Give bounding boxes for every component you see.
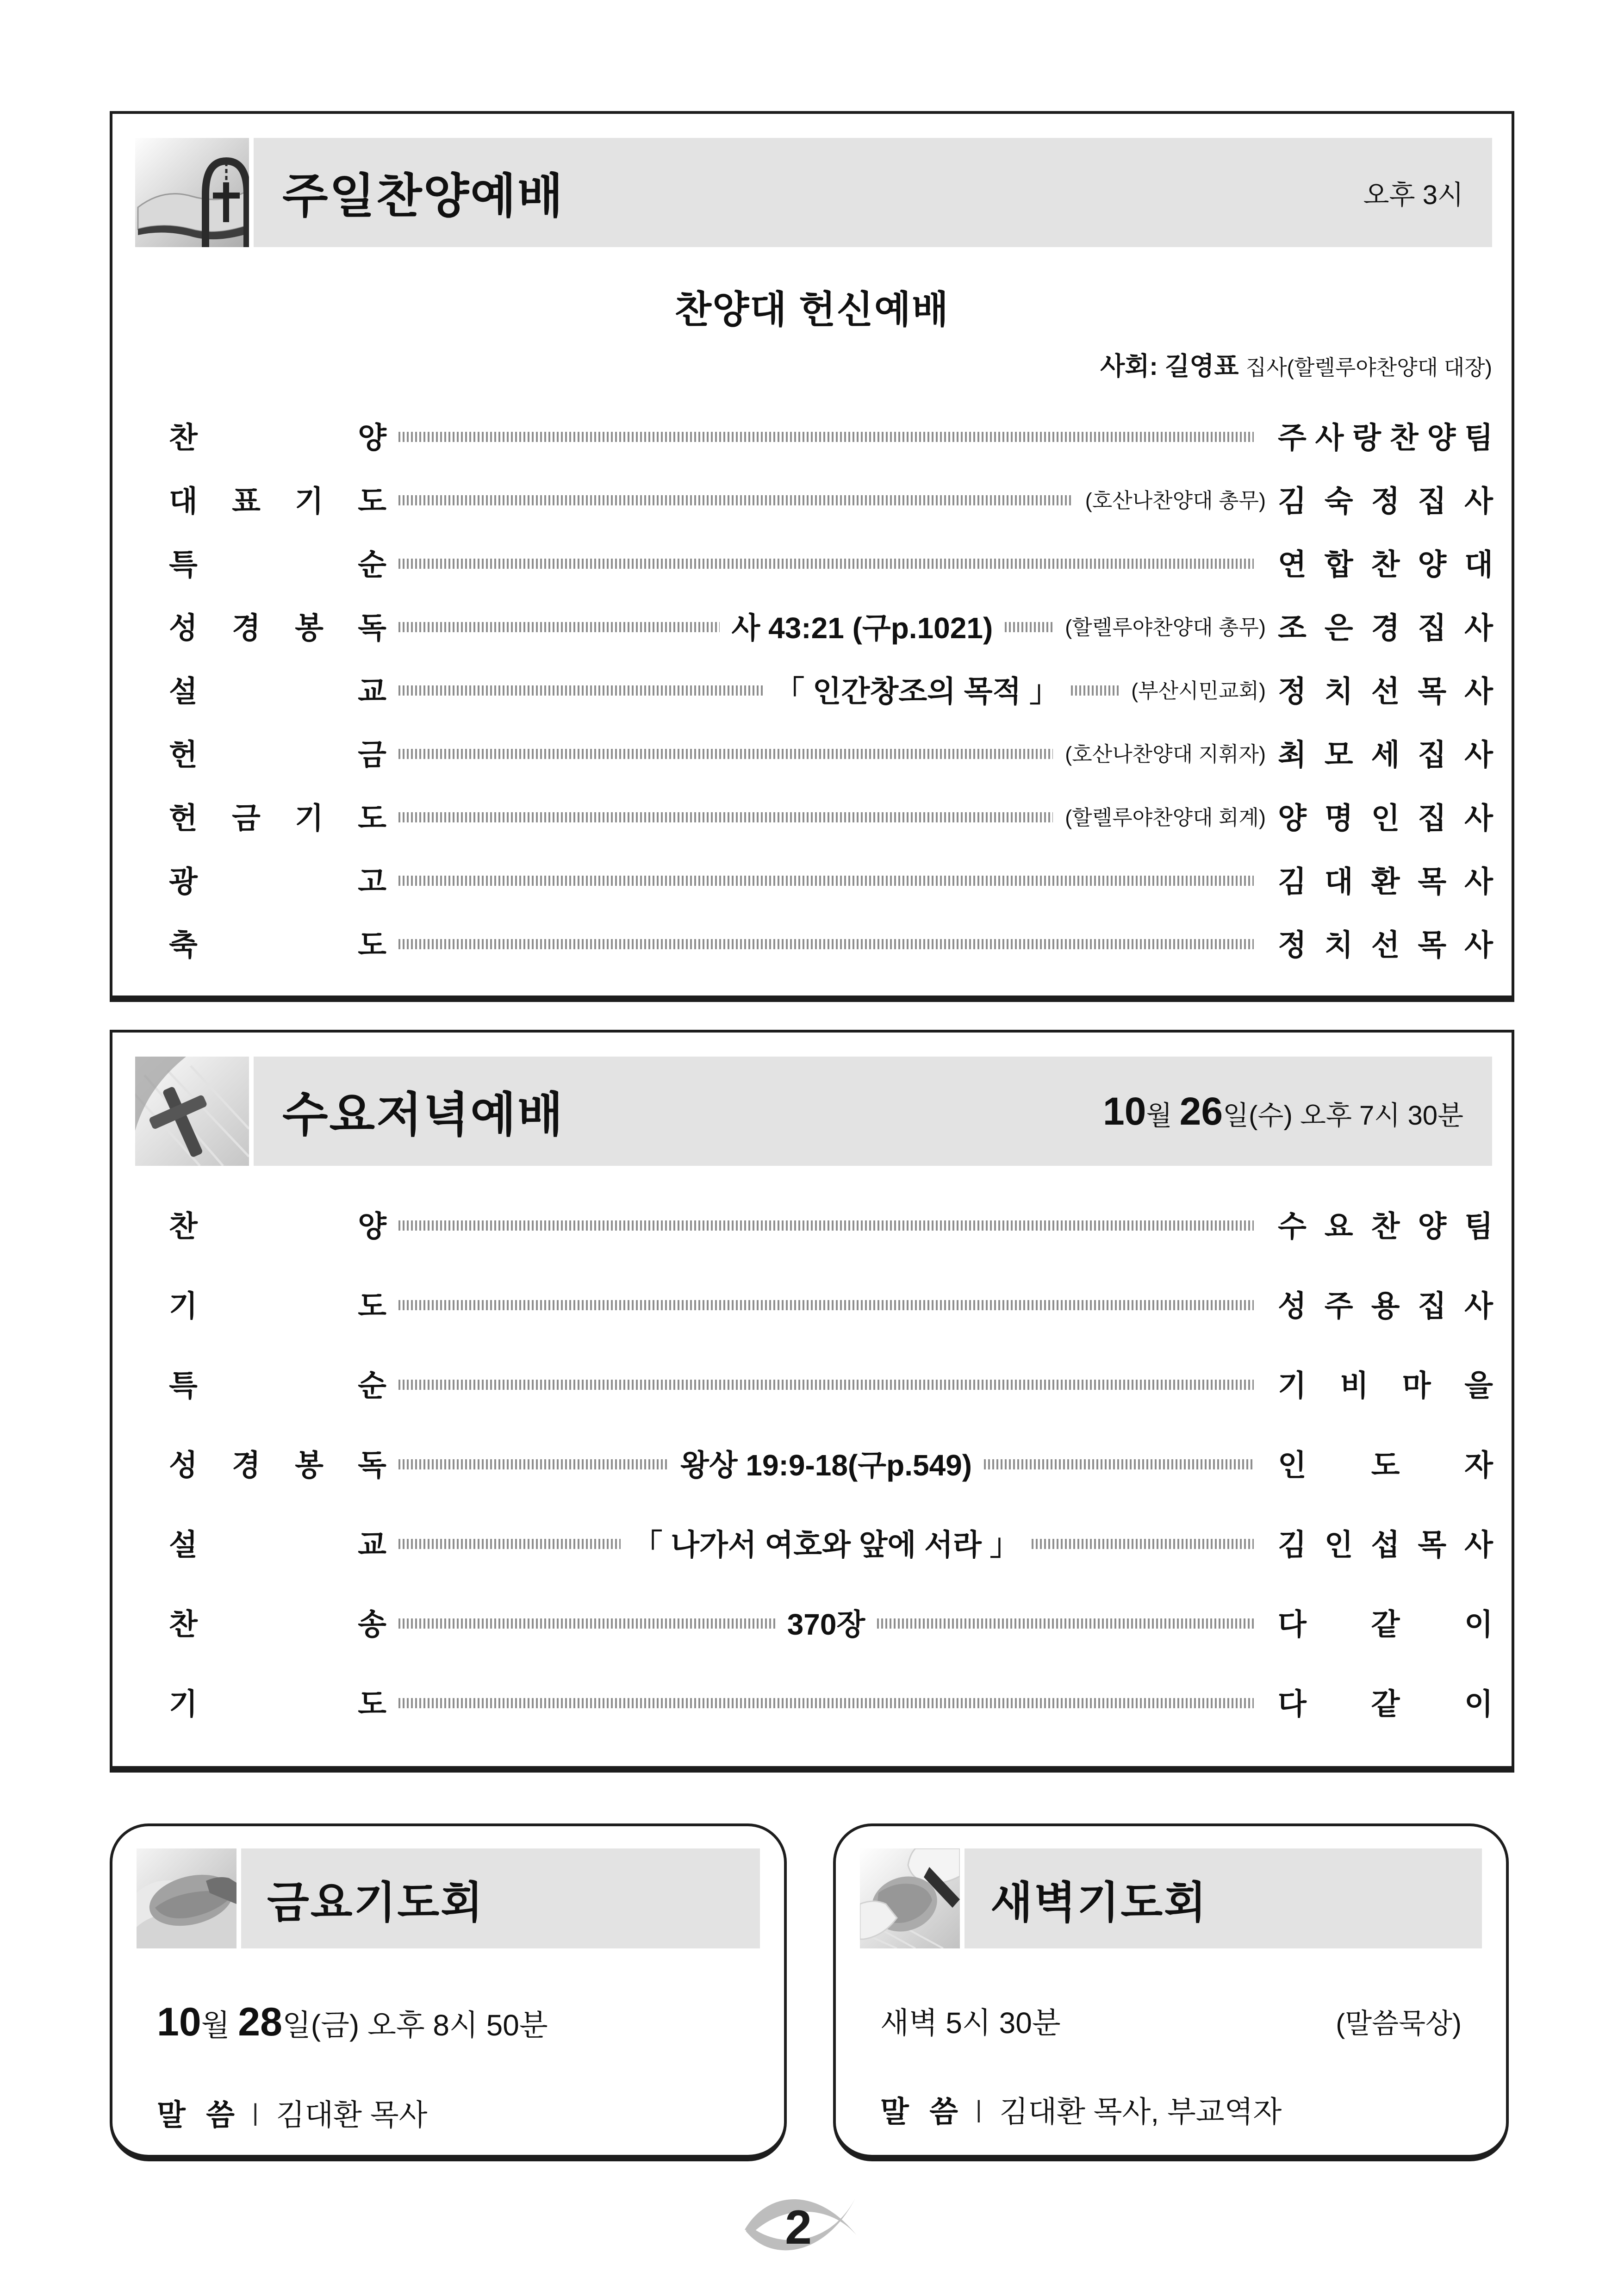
program-row bbox=[169, 1344, 1493, 1423]
program-item-detail: 「 나가서 여호와 앞에 서라 」 bbox=[633, 1528, 1020, 1562]
time-segment: 26 bbox=[1179, 1089, 1223, 1133]
dotted-leader bbox=[984, 1459, 1254, 1469]
section-time bbox=[1363, 173, 1463, 212]
dotted-leader bbox=[398, 1380, 1254, 1390]
program-row bbox=[169, 1184, 1493, 1264]
section-title: 주일찬양예배 bbox=[282, 170, 565, 223]
program-row bbox=[169, 911, 1493, 974]
dotted-leader bbox=[398, 1618, 775, 1629]
separator-bar: | bbox=[976, 2096, 982, 2123]
program-row bbox=[169, 404, 1493, 467]
mc-name: 사회: 길영표 bbox=[1100, 352, 1246, 380]
program-item-label: 성 경 봉 독 bbox=[169, 611, 386, 645]
hands-on-bible-photo bbox=[137, 1848, 236, 1948]
program-item-label: 기 도 bbox=[169, 1687, 386, 1721]
dotted-leader bbox=[398, 812, 1053, 822]
program-row bbox=[169, 1423, 1493, 1503]
section-header-bar bbox=[965, 1848, 1482, 1948]
program-item-person: 최 모 세 집 사 bbox=[1278, 738, 1493, 772]
speaker-label: 말 씀 bbox=[880, 2095, 958, 2128]
section-header-bar bbox=[254, 1057, 1492, 1166]
clasped-hands-photo bbox=[860, 1848, 960, 1948]
section-header-bar bbox=[241, 1848, 760, 1948]
dotted-leader bbox=[398, 1459, 668, 1469]
program-item-person: 수 요 찬 양 팀 bbox=[1278, 1210, 1493, 1243]
program-row bbox=[169, 721, 1493, 784]
speaker-line bbox=[836, 2088, 1506, 2131]
section-header bbox=[135, 1057, 1492, 1166]
program-item-person: 양 명 인 집 사 bbox=[1278, 801, 1493, 835]
bible-and-cross-photo bbox=[135, 138, 249, 247]
cross-on-fabric-photo bbox=[135, 1057, 249, 1166]
program-item-detail: 사 43:21 (구p.1021) bbox=[731, 611, 993, 645]
program-row bbox=[169, 1582, 1493, 1662]
time-segment: 28 bbox=[238, 2000, 282, 2044]
time-segment: 10 bbox=[1103, 1089, 1146, 1133]
dotted-leader bbox=[1071, 685, 1119, 696]
dotted-leader bbox=[398, 939, 1254, 949]
time-segment: 오후 3시 bbox=[1363, 180, 1463, 210]
clasped-hands-illustration bbox=[860, 1848, 960, 1948]
program-item-person: 다 같 이 bbox=[1278, 1608, 1493, 1641]
time-segment: 10 bbox=[157, 2000, 201, 2044]
speaker-label: 말 씀 bbox=[157, 2098, 235, 2132]
section-dawn-prayer-meeting bbox=[833, 1823, 1509, 2161]
program-item-label: 설 교 bbox=[169, 1528, 386, 1562]
program-row bbox=[169, 847, 1493, 911]
dotted-leader bbox=[877, 1618, 1254, 1629]
hands-on-bible-illustration bbox=[137, 1848, 236, 1948]
time-segment: 일(금) 오후 8시 50분 bbox=[282, 2009, 548, 2042]
section-title: 수요저녁예배 bbox=[282, 1089, 565, 1141]
program-item-label: 설 교 bbox=[169, 674, 386, 708]
program-item-note: (호산나찬양대 지휘자) bbox=[1065, 742, 1266, 766]
dotted-leader bbox=[398, 432, 1254, 442]
program-item-label: 헌 금 기 도 bbox=[169, 801, 386, 835]
program-row bbox=[169, 1503, 1493, 1582]
program-item-label: 특 순 bbox=[169, 548, 386, 581]
section-title: 새벽기도회 bbox=[990, 1878, 1208, 1927]
bible-and-cross-illustration bbox=[135, 138, 249, 247]
separator-bar: | bbox=[252, 2099, 259, 2126]
program-list bbox=[112, 1184, 1512, 1742]
program-item-label: 특 순 bbox=[169, 1369, 386, 1402]
program-item-person: 김 인 섭 목 사 bbox=[1278, 1528, 1493, 1562]
fish-icon bbox=[737, 2178, 881, 2275]
program-item-note: (할렐루야찬양대 총무) bbox=[1065, 616, 1266, 639]
program-item-label: 광 고 bbox=[169, 865, 386, 898]
program-item-label: 헌 금 bbox=[169, 738, 386, 772]
program-item-person: 김 대 환 목 사 bbox=[1278, 865, 1493, 898]
dotted-leader bbox=[398, 559, 1254, 569]
program-item-label: 찬 양 bbox=[169, 1210, 386, 1243]
program-item-label: 기 도 bbox=[169, 1289, 386, 1323]
speaker-line bbox=[112, 2091, 784, 2134]
program-item-person: 인 도 자 bbox=[1278, 1449, 1493, 1482]
section-wednesday-evening-worship bbox=[110, 1030, 1514, 1773]
program-item-note: (할렐루야찬양대 회계) bbox=[1065, 806, 1266, 829]
section-header bbox=[137, 1848, 760, 1948]
program-row bbox=[169, 784, 1493, 847]
dotted-leader bbox=[398, 1539, 621, 1549]
program-item-detail: 370장 bbox=[787, 1608, 865, 1641]
program-item-label: 축 도 bbox=[169, 928, 386, 962]
program-item-person: 김 숙 정 집 사 bbox=[1278, 484, 1493, 518]
program-row bbox=[169, 530, 1493, 594]
dotted-leader bbox=[398, 749, 1053, 759]
speaker-name: 김대환 목사 bbox=[276, 2098, 428, 2132]
program-item-note: (호산나찬양대 총무) bbox=[1085, 489, 1266, 512]
page-footer bbox=[737, 2178, 881, 2275]
time-segment: 월 bbox=[201, 2009, 238, 2042]
program-row bbox=[169, 1662, 1493, 1742]
dotted-leader bbox=[398, 1698, 1254, 1708]
section-header bbox=[860, 1848, 1482, 1948]
section-header bbox=[135, 138, 1492, 247]
program-item-note: (부산시민교회) bbox=[1131, 679, 1266, 703]
meeting-time: 새벽 5시 30분 bbox=[880, 2006, 1061, 2040]
dotted-leader bbox=[1005, 622, 1053, 632]
program-item-detail: 왕상 19:9-18(구p.549) bbox=[680, 1449, 972, 1482]
time-segment: 일(수) 오후 7시 30분 bbox=[1223, 1100, 1463, 1131]
section-friday-prayer-meeting bbox=[110, 1823, 787, 2161]
program-item-person: 정 치 선 목 사 bbox=[1278, 674, 1493, 708]
program-item-person: 연 합 찬 양 대 bbox=[1278, 548, 1493, 581]
dotted-leader bbox=[398, 622, 720, 632]
program-item-label: 성 경 봉 독 bbox=[169, 1449, 386, 1482]
meeting-tag: (말씀묵상) bbox=[1336, 2008, 1462, 2039]
dotted-leader bbox=[398, 495, 1073, 505]
meeting-datetime bbox=[112, 1999, 784, 2045]
mc-role: 집사(할렐루야찬양대 대장) bbox=[1245, 355, 1492, 380]
section-header-bar bbox=[254, 138, 1492, 247]
program-row bbox=[169, 467, 1493, 530]
program-row bbox=[169, 594, 1493, 657]
program-row bbox=[169, 1264, 1493, 1344]
program-item-detail: 「 인간창조의 목적 」 bbox=[775, 674, 1059, 708]
dotted-leader bbox=[398, 1220, 1254, 1231]
time-segment: 월 bbox=[1146, 1100, 1180, 1131]
meeting-datetime bbox=[836, 1999, 1506, 2042]
dotted-leader bbox=[398, 1300, 1254, 1310]
program-row bbox=[169, 657, 1493, 721]
cross-on-fabric-illustration bbox=[135, 1057, 249, 1166]
program-item-person: 조 은 경 집 사 bbox=[1278, 611, 1493, 645]
page-number: 2 bbox=[785, 2201, 812, 2254]
section-sunday-praise-worship bbox=[110, 111, 1514, 1002]
program-list bbox=[112, 404, 1512, 974]
section-title: 금요기도회 bbox=[267, 1878, 485, 1927]
speaker-name: 김대환 목사, 부교역자 bbox=[999, 2095, 1282, 2128]
program-item-person: 성 주 용 집 사 bbox=[1278, 1289, 1493, 1323]
dotted-leader bbox=[1032, 1539, 1254, 1549]
meeting-date bbox=[157, 1999, 548, 2045]
dotted-leader bbox=[398, 685, 763, 696]
program-item-person: 기 비 마 을 bbox=[1278, 1369, 1493, 1402]
mc-line bbox=[112, 346, 1512, 382]
program-item-label: 대 표 기 도 bbox=[169, 484, 386, 518]
section-time bbox=[1103, 1089, 1463, 1134]
program-item-person: 정 치 선 목 사 bbox=[1278, 928, 1493, 962]
service-subtitle: 찬양대 헌신예배 bbox=[674, 289, 950, 331]
program-item-person: 다 같 이 bbox=[1278, 1687, 1493, 1721]
program-item-label: 찬 양 bbox=[169, 421, 386, 454]
dotted-leader bbox=[398, 876, 1254, 886]
program-item-label: 찬 송 bbox=[169, 1608, 386, 1641]
program-item-person: 주 사 랑 찬 양 팀 bbox=[1278, 421, 1493, 454]
